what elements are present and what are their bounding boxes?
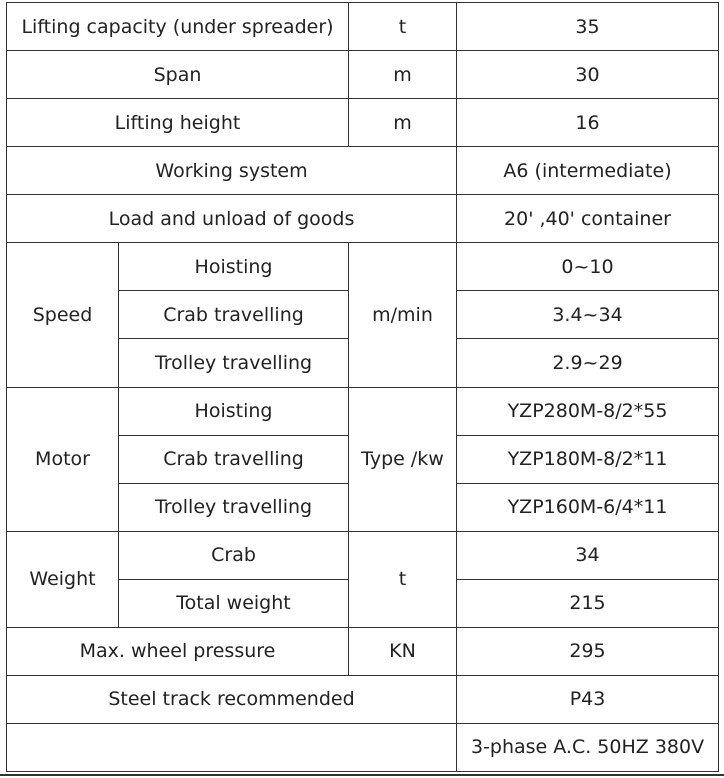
speed-hoisting-value: 0~10 bbox=[457, 243, 719, 291]
speed-trolley-value: 2.9~29 bbox=[457, 339, 719, 387]
load-unload-label: Load and unload of goods bbox=[7, 195, 457, 243]
weight-crab-value: 34 bbox=[457, 531, 719, 579]
table-row-motor-hoisting bbox=[7, 387, 719, 435]
table-row-lifting-capacity bbox=[7, 3, 719, 51]
span-label: Span bbox=[7, 51, 349, 99]
working-system-value: A6 (intermediate) bbox=[457, 147, 719, 195]
power-label bbox=[7, 723, 457, 771]
lifting-capacity-value: 35 bbox=[457, 3, 719, 51]
wheel-pressure-unit: KN bbox=[349, 627, 457, 675]
power-value: 3-phase A.C. 50HZ 380V bbox=[457, 723, 719, 771]
table-row-span bbox=[7, 51, 719, 99]
weight-total-value: 215 bbox=[457, 579, 719, 627]
motor-trolley-value: YZP160M-6/4*11 bbox=[457, 483, 719, 531]
steel-track-value: P43 bbox=[457, 675, 719, 723]
table-row-power bbox=[7, 723, 719, 771]
weight-total-label: Total weight bbox=[119, 579, 349, 627]
motor-unit: Type /kw bbox=[349, 387, 457, 531]
bottom-divider bbox=[0, 774, 724, 776]
lifting-height-value: 16 bbox=[457, 99, 719, 147]
motor-trolley-label: Trolley travelling bbox=[119, 483, 349, 531]
motor-crab-label: Crab travelling bbox=[119, 435, 349, 483]
speed-hoisting-label: Hoisting bbox=[119, 243, 349, 291]
speed-crab-label: Crab travelling bbox=[119, 291, 349, 339]
lifting-height-unit: m bbox=[349, 99, 457, 147]
motor-group-label: Motor bbox=[7, 387, 119, 531]
motor-hoisting-value: YZP280M-8/2*55 bbox=[457, 387, 719, 435]
lifting-capacity-label: Lifting capacity (under spreader) bbox=[7, 3, 349, 51]
span-unit: m bbox=[349, 51, 457, 99]
weight-group-label: Weight bbox=[7, 531, 119, 627]
weight-crab-label: Crab bbox=[119, 531, 349, 579]
speed-unit: m/min bbox=[349, 243, 457, 387]
span-value: 30 bbox=[457, 51, 719, 99]
lifting-capacity-unit: t bbox=[349, 3, 457, 51]
table-row-weight-crab bbox=[7, 531, 719, 579]
load-unload-value: 20' ,40' container bbox=[457, 195, 719, 243]
weight-unit: t bbox=[349, 531, 457, 627]
table-row-working-system bbox=[7, 147, 719, 195]
table-row-steel-track bbox=[7, 675, 719, 723]
motor-crab-value: YZP180M-8/2*11 bbox=[457, 435, 719, 483]
lifting-height-label: Lifting height bbox=[7, 99, 349, 147]
table-row-speed-hoisting bbox=[7, 243, 719, 291]
table-row-lifting-height bbox=[7, 99, 719, 147]
speed-trolley-label: Trolley travelling bbox=[119, 339, 349, 387]
working-system-label: Working system bbox=[7, 147, 457, 195]
table-row-wheel-pressure bbox=[7, 627, 719, 675]
wheel-pressure-label: Max. wheel pressure bbox=[7, 627, 349, 675]
table-row-load-unload bbox=[7, 195, 719, 243]
wheel-pressure-value: 295 bbox=[457, 627, 719, 675]
speed-crab-value: 3.4~34 bbox=[457, 291, 719, 339]
specification-table bbox=[6, 2, 719, 772]
steel-track-label: Steel track recommended bbox=[7, 675, 457, 723]
speed-group-label: Speed bbox=[7, 243, 119, 387]
motor-hoisting-label: Hoisting bbox=[119, 387, 349, 435]
